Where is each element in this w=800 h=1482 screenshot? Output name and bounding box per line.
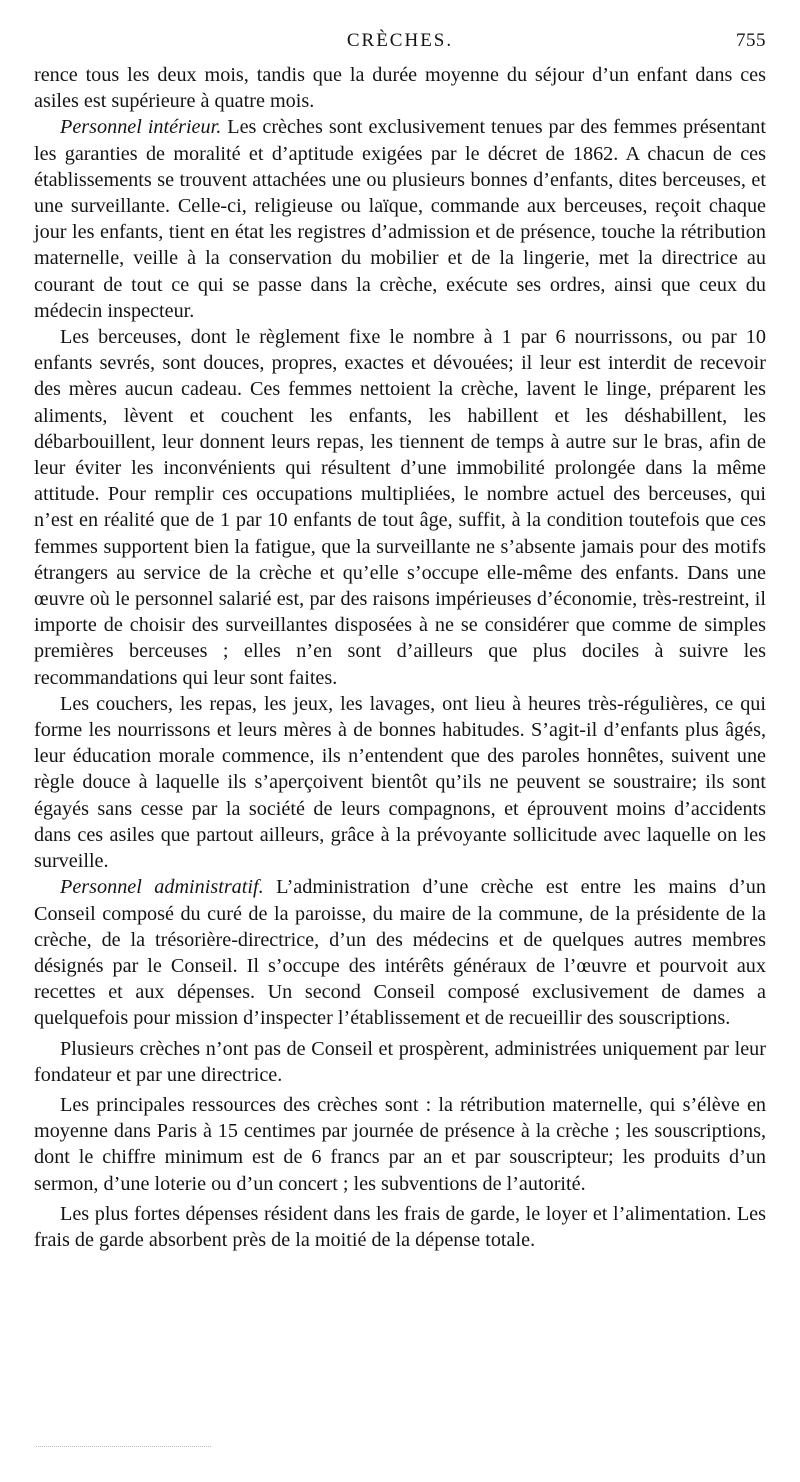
page-number: 755 <box>736 30 766 51</box>
paragraph-text: Les principales ressources des crèches sont : la rétribution maternelle, qui s’élève en moyenne dans Paris à 15 centimes par journée de présence à la crèche ; les souscriptions, dont le chiffre minimum est de 6 francs par an et par souscripteur; les produits d’un sermon, d’une loterie ou d’un concert ; les subventions de l’autorité. <box>34 1093 766 1195</box>
paragraph-personnel-administratif <box>34 874 766 1031</box>
paragraph-berceuses <box>34 324 766 691</box>
paragraph-text: Les plus fortes dépenses résident dans les frais de garde, le loyer et l’alimentation. Les frais de garde absorbent près de la moitié de la dépense totale. <box>34 1202 766 1251</box>
running-head <box>34 30 766 54</box>
paragraph-habitudes <box>34 691 766 874</box>
paragraph-continued <box>34 62 766 114</box>
paragraph-text: Les couchers, les repas, les jeux, les lavages, ont lieu à heures très-régulières, ce qui forme les nourrissons et leurs mères à de bonnes habitudes. S’agit-il d’enfants plus âgés, leur éducation morale commence, ils n’entendent que des paroles honnêtes, suivent une règle douce à laquelle ils s’aperçoivent bientôt qu’ils ne peuvent se soustraire; ils sont égayés sans cesse par la société de leurs compagnons, et éprouvent moins d’accidents dans ces asiles que partout ailleurs, grâce à la prévoyante sollicitude avec laquelle on les surveille. <box>34 692 766 873</box>
paragraph-text: Les berceuses, dont le règlement fixe le nombre à 1 par 6 nourrissons, ou par 10 enfants sevrés, sont douces, propres, exactes et dévouées; il leur est interdit de recevoir des mères aucun cadeau. Ces femmes nettoient la crèche, lavent le linge, préparent les aliments, lèvent et couchent les enfants, les habillent et les déshabillent, les débarbouillent, leur donnent leurs repas, les tiennent de temps à autre sur le bras, afin de leur éviter les inconvénients qui résultent d’une immobilité prolongée dans la même attitude. Pour remplir ces occupations multipliées, le nombre actuel des berceuses, qui n’est en réalité que de 1 par 10 enfants de tout âge, suffit, à la condition toutefois que ces femmes supportent bien la fatigue, que la surveillante ne s’absente jamais pour des motifs étrangers au service de la crèche et qu’elle s’occupe elle-même des enfants. Dans une œuvre où le personnel salarié est, par des raisons impérieuses d’économie, très-restreint, il importe de choisir des surveillantes disposées à ne se considérer que comme de simples premières berceuses ; elles n’en sont d’ailleurs que plus dociles à suivre les recommandations qui leur sont faites. <box>34 326 766 689</box>
paragraph-text: Plusieurs crèches n’ont pas de Conseil et prospèrent, administrées uniquement par leur fondateur et par une directrice. <box>34 1037 766 1086</box>
paragraph-personnel-interieur <box>34 114 766 324</box>
section-lead: Personnel administratif. <box>60 876 264 899</box>
paragraph-depenses <box>34 1201 766 1253</box>
body-text <box>34 62 766 1253</box>
paragraph-text: rence tous les deux mois, tandis que la durée moyenne du séjour d’un enfant dans ces asiles est supérieure à quatre mois. <box>34 64 766 113</box>
running-title: CRÈCHES. <box>346 30 454 51</box>
paragraph-text: Les crèches sont exclusivement tenues par des femmes présentant les garanties de moralité et d’aptitude exigées par le décret de 1862. A chacun de ces établissements se trouvent attachées une ou plusieurs bonnes d’enfants, dites berceuses, et une surveillante. Celle-ci, religieuse ou laïque, commande aux berceuses, reçoit chaque jour les enfants, tient en état les registres d’admission et de présence, touche la rétribution maternelle, veille à la conservation du mobilier et de la lingerie, met la directrice au courant de tout ce qui se passe dans la crèche, exécute ses ordres, ainsi que ceux du médecin inspecteur. <box>34 116 766 322</box>
paragraph-sans-conseil <box>34 1036 766 1088</box>
section-lead: Personnel intérieur. <box>60 116 222 139</box>
paragraph-ressources <box>34 1092 766 1197</box>
footer-rule <box>36 1446 211 1447</box>
paragraph-text: L’administration d’une crèche est entre les mains d’un Conseil composé du curé de la paroisse, du maire de la commune, de la présidente de la crèche, de la trésorière-directrice, d’un des médecins et de quelques autres membres désignés par le Conseil. Il s’occupe des intérêts généraux de l’œuvre et pourvoit aux recettes et aux dépenses. Un second Conseil composé exclusivement de dames a quelquefois pour mission d’inspecter l’établissement et de recueillir des souscriptions. <box>34 876 766 1030</box>
